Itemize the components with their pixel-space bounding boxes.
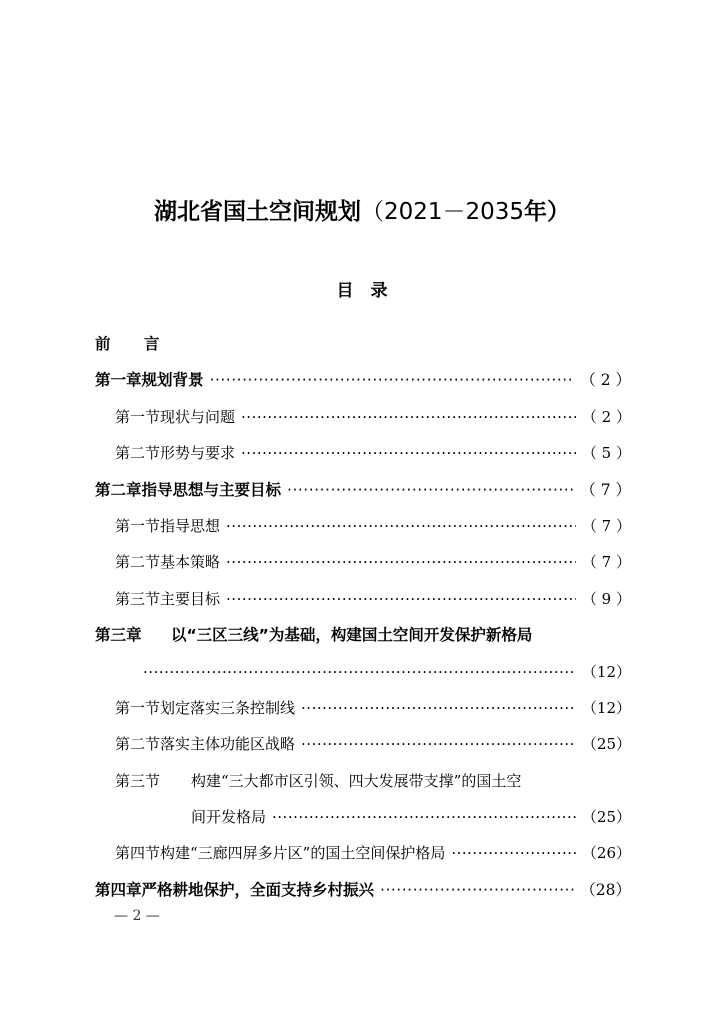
section-number: 第四节: [115, 844, 161, 863]
dot-leader: [241, 399, 576, 435]
page-number: （12）: [581, 698, 631, 717]
title-main: 湖北省国土空间规划: [153, 199, 361, 225]
document-title: [0, 192, 724, 232]
toc-chapter-4[interactable]: [95, 872, 631, 908]
dot-leader: [380, 872, 574, 908]
section-number: 第三节: [115, 771, 161, 790]
chapter-title: 指导思想与主要目标: [141, 480, 282, 499]
section-title: 主要目标: [160, 589, 221, 608]
page-number: （ 2 ）: [580, 371, 631, 390]
chapter-number: 第二章: [95, 480, 142, 499]
chapter-title: 以“三区三线”为基础，构建国土空间开发保护新格局: [171, 626, 533, 645]
dot-leader: [301, 690, 576, 726]
toc-section-3-4[interactable]: [95, 835, 631, 871]
section-number: 第一节: [115, 516, 161, 535]
page-number: （ 5 ）: [581, 444, 631, 463]
page-number: （ 2 ）: [581, 407, 631, 426]
dot-leader: [143, 654, 576, 690]
page-number: （ 7 ）: [581, 516, 631, 535]
toc-section-1-2[interactable]: [95, 435, 631, 471]
table-of-contents: [95, 326, 631, 908]
chapter-number: 第三章: [95, 626, 142, 645]
page-number: （25）: [581, 808, 631, 827]
toc-section-2-2[interactable]: [95, 544, 631, 580]
toc-section-1-1[interactable]: [95, 399, 631, 435]
page-number: （12）: [581, 662, 631, 681]
dot-leader: [301, 726, 576, 762]
toc-chapter-1[interactable]: [95, 362, 631, 398]
chapter-number: 第四章: [95, 880, 142, 899]
toc-section-3-3[interactable]: [95, 763, 631, 799]
dot-leader: [241, 435, 576, 471]
section-number: 第二节: [115, 553, 161, 572]
section-title-continuation: 间开发格局: [191, 808, 267, 827]
page-number: （26）: [581, 844, 631, 863]
page-number: （ 7 ）: [580, 480, 631, 499]
section-title: 现状与问题: [160, 407, 236, 426]
chapter-title: 规划背景: [141, 371, 204, 390]
page-number: （ 9 ）: [581, 589, 631, 608]
chapter-number: 第一章: [95, 371, 142, 390]
dot-leader: [210, 362, 575, 398]
section-number: 第二节: [115, 444, 161, 463]
dot-leader: [287, 472, 574, 508]
page-number: （ 7 ）: [581, 553, 631, 572]
toc-chapter-3-continuation[interactable]: [95, 654, 631, 690]
title-years: （2021－2035: [360, 199, 525, 225]
dot-leader: [226, 508, 576, 544]
toc-chapter-2[interactable]: [95, 472, 631, 508]
toc-heading: 目 录: [336, 281, 388, 301]
toc-section-2-3[interactable]: [95, 581, 631, 617]
dot-leader: [226, 581, 576, 617]
page-number: （28）: [580, 880, 631, 899]
section-title: 划定落实三条控制线: [160, 698, 296, 717]
toc-preface[interactable]: [95, 326, 631, 362]
section-number: 第一节: [115, 407, 161, 426]
section-title: 基本策略: [160, 553, 221, 572]
title-suffix: 年）: [524, 199, 571, 225]
toc-chapter-3[interactable]: [95, 617, 631, 653]
chapter-title: 严格耕地保护，全面支持乡村振兴: [141, 880, 375, 899]
section-number: 第二节: [115, 735, 161, 754]
preface-label: 前 言: [95, 335, 174, 353]
toc-section-3-1[interactable]: [95, 690, 631, 726]
dot-leader: [226, 544, 576, 580]
toc-section-3-3-continuation[interactable]: [95, 799, 631, 835]
section-title: 构建“三大都市区引领、四大发展带支撑”的国土空: [191, 771, 522, 790]
dot-leader: [451, 835, 576, 871]
section-title: 形势与要求: [160, 444, 236, 463]
toc-section-2-1[interactable]: [95, 508, 631, 544]
toc-section-3-2[interactable]: [95, 726, 631, 762]
section-number: 第一节: [115, 698, 161, 717]
section-title: 指导思想: [160, 516, 221, 535]
section-title: 构建“三廊四屏多片区”的国土空间保护格局: [160, 844, 446, 863]
page-number: （25）: [581, 735, 631, 754]
page-footer: — 2 —: [114, 908, 160, 924]
dot-leader: [272, 799, 576, 835]
section-number: 第三节: [115, 589, 161, 608]
section-title: 落实主体功能区战略: [160, 735, 296, 754]
